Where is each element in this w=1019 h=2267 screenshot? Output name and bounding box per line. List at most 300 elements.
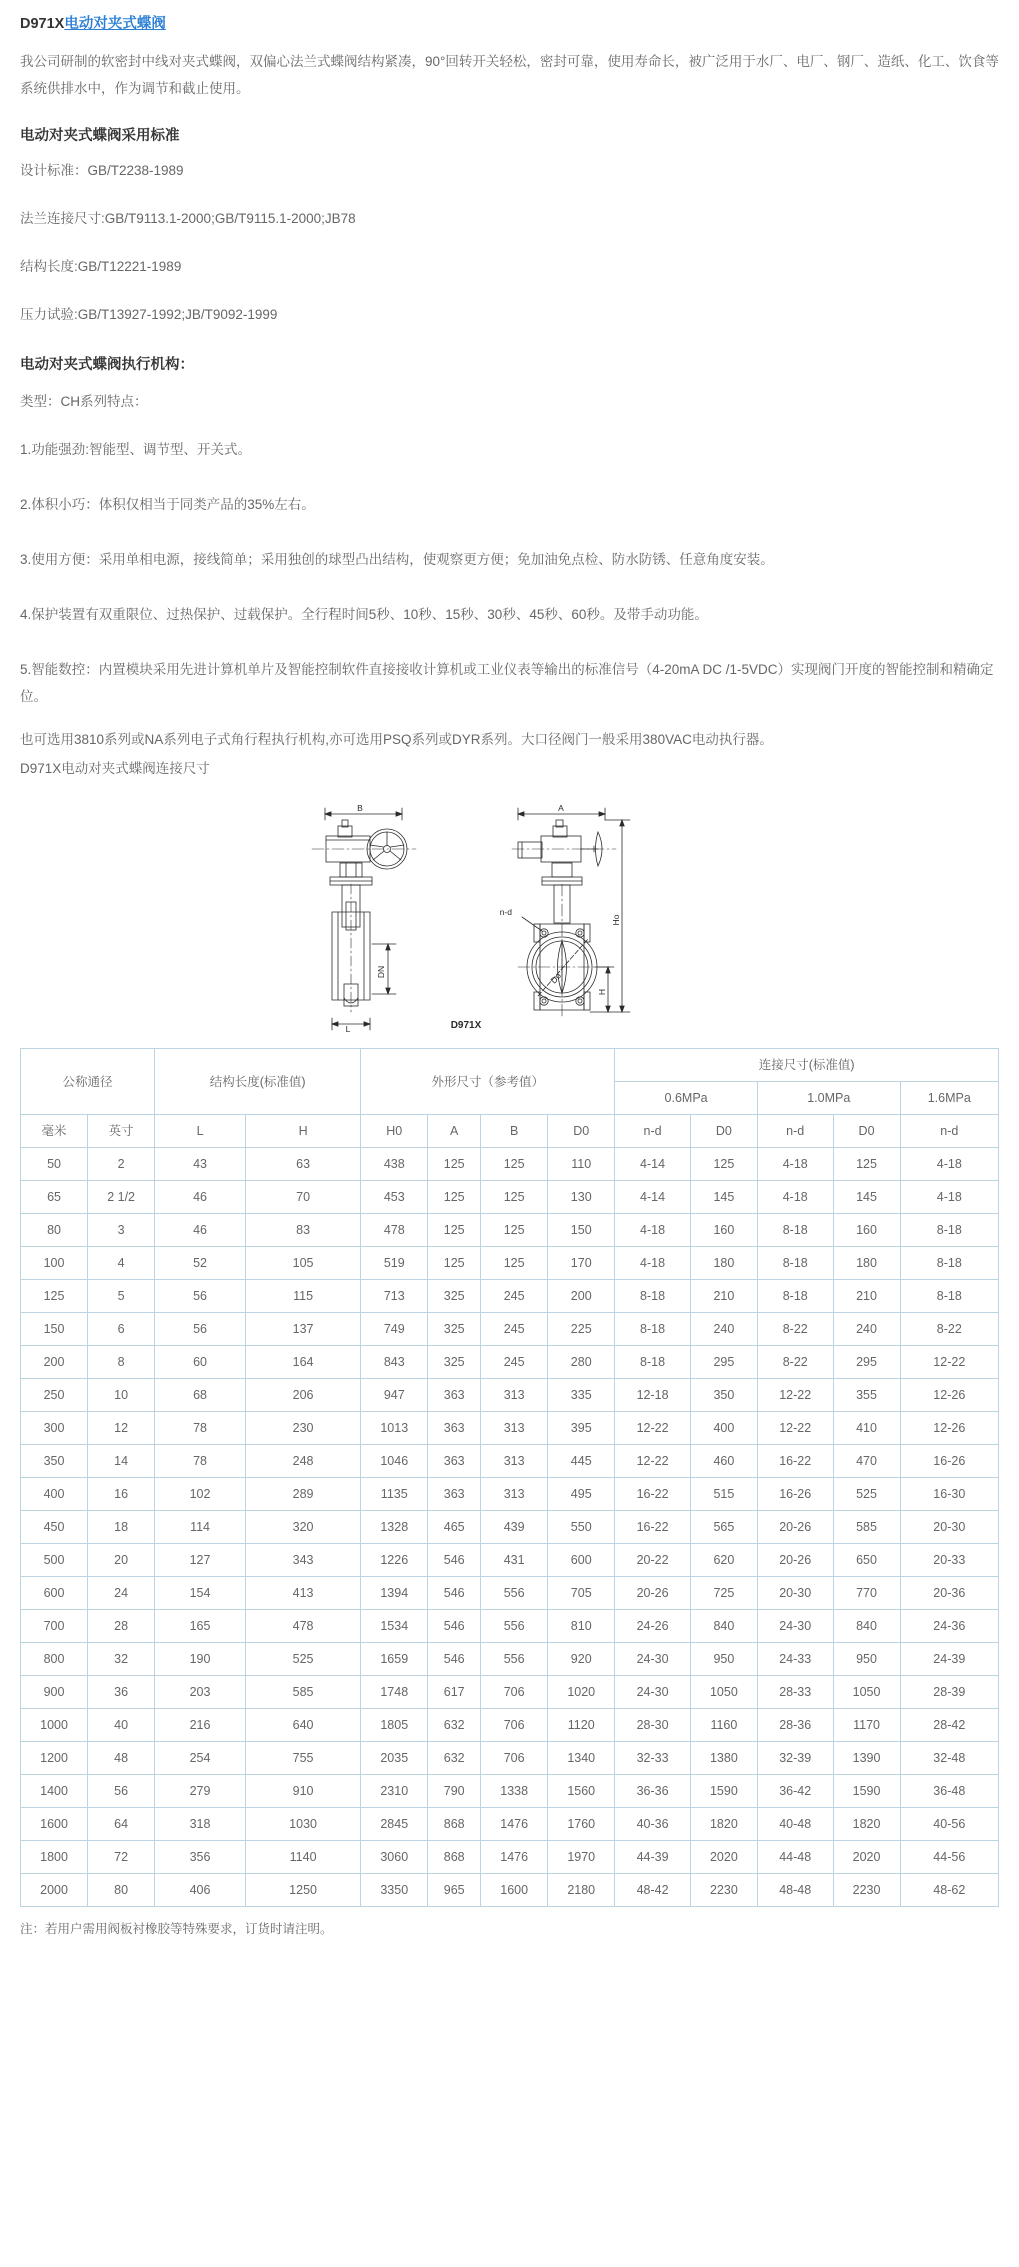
table-cell: 200 — [21, 1346, 88, 1379]
table-cell: 713 — [361, 1280, 428, 1313]
table-cell: 1748 — [361, 1676, 428, 1709]
figure-caption: D971X电动对夹式蝶阀连接尺寸 — [20, 761, 210, 777]
actuator-feature-3: 3.使用方便：采用单相电源，接线简单；采用独创的球型凸出结构，使观察更方便；免加油免点检、防水防锈、任意角度安装。 — [20, 552, 774, 568]
table-cell: 8-18 — [900, 1214, 998, 1247]
table-cell: 12-22 — [900, 1346, 998, 1379]
table-cell: 1000 — [21, 1709, 88, 1742]
table-cell: 2 1/2 — [88, 1181, 155, 1214]
table-cell: 12-26 — [900, 1379, 998, 1412]
table-cell: 43 — [155, 1148, 246, 1181]
table-cell: 617 — [428, 1676, 481, 1709]
table-cell: 24-30 — [615, 1643, 691, 1676]
table-cell: 180 — [833, 1247, 900, 1280]
table-cell: 14 — [88, 1445, 155, 1478]
table-cell: 46 — [155, 1181, 246, 1214]
table-header-row-1 — [21, 1049, 999, 1082]
table-cell: 325 — [428, 1346, 481, 1379]
table-cell: 20-33 — [900, 1544, 998, 1577]
table-cell: 453 — [361, 1181, 428, 1214]
table-cell: 40 — [88, 1709, 155, 1742]
table-cell: 1590 — [833, 1775, 900, 1808]
table-cell: 40-36 — [615, 1808, 691, 1841]
table-cell: 950 — [833, 1643, 900, 1676]
table-cell: 125 — [428, 1148, 481, 1181]
table-cell: 725 — [690, 1577, 757, 1610]
table-cell: 102 — [155, 1478, 246, 1511]
svg-text:Do: Do — [547, 970, 563, 986]
table-row — [21, 1742, 999, 1775]
table-cell: 56 — [155, 1313, 246, 1346]
svg-text:L: L — [345, 1024, 350, 1035]
standard-design: 设计标准：GB/T2238-1989 — [20, 163, 184, 179]
table-cell: 80 — [21, 1214, 88, 1247]
table-cell: 1805 — [361, 1709, 428, 1742]
table-cell: 125 — [428, 1181, 481, 1214]
table-cell: 170 — [548, 1247, 615, 1280]
table-cell: 36-36 — [615, 1775, 691, 1808]
standard-length: 结构长度:GB/T12221-1989 — [20, 259, 182, 275]
table-cell: 515 — [690, 1478, 757, 1511]
table-row — [21, 1577, 999, 1610]
table-cell: 1659 — [361, 1643, 428, 1676]
table-cell: 44-48 — [757, 1841, 833, 1874]
table-cell: 8-18 — [615, 1280, 691, 1313]
table-cell: 44-56 — [900, 1841, 998, 1874]
table-cell: 3 — [88, 1214, 155, 1247]
header-D0-16: D0 — [833, 1115, 900, 1148]
table-cell: 5 — [88, 1280, 155, 1313]
header-outer-dimensions: 外形尺寸（参考值） — [361, 1049, 615, 1115]
table-cell: 16-22 — [615, 1478, 691, 1511]
table-cell: 1046 — [361, 1445, 428, 1478]
table-cell: 546 — [428, 1544, 481, 1577]
table-cell: 295 — [833, 1346, 900, 1379]
table-cell: 16-26 — [900, 1445, 998, 1478]
table-cell: 1250 — [245, 1874, 360, 1907]
table-cell: 12-26 — [900, 1412, 998, 1445]
table-cell: 4 — [88, 1247, 155, 1280]
table-cell: 28 — [88, 1610, 155, 1643]
table-cell: 16 — [88, 1478, 155, 1511]
table-cell: 1970 — [548, 1841, 615, 1874]
table-row — [21, 1379, 999, 1412]
table-cell: 343 — [245, 1544, 360, 1577]
table-cell: 1476 — [481, 1808, 548, 1841]
table-cell: 64 — [88, 1808, 155, 1841]
table-row — [21, 1709, 999, 1742]
table-cell: 1534 — [361, 1610, 428, 1643]
table-cell: 2845 — [361, 1808, 428, 1841]
table-cell: 8-22 — [900, 1313, 998, 1346]
table-cell: 8-18 — [757, 1214, 833, 1247]
table-cell: 600 — [548, 1544, 615, 1577]
table-header-row-3 — [21, 1115, 999, 1148]
table-cell: 250 — [21, 1379, 88, 1412]
table-cell: 280 — [548, 1346, 615, 1379]
table-cell: 32-39 — [757, 1742, 833, 1775]
table-cell: 439 — [481, 1511, 548, 1544]
table-cell: 325 — [428, 1313, 481, 1346]
table-cell: 840 — [690, 1610, 757, 1643]
table-cell: 478 — [245, 1610, 360, 1643]
standard-flange: 法兰连接尺寸:GB/T9113.1-2000;GB/T9115.1-2000;JB78 — [20, 211, 356, 227]
table-cell: 438 — [361, 1148, 428, 1181]
actuator-feature-1: 1.功能强劲:智能型、调节型、开关式。 — [20, 442, 252, 458]
table-cell: 1226 — [361, 1544, 428, 1577]
table-row — [21, 1247, 999, 1280]
table-row — [21, 1181, 999, 1214]
table-cell: 48-42 — [615, 1874, 691, 1907]
svg-text:H: H — [596, 989, 607, 996]
table-cell: 1030 — [245, 1808, 360, 1841]
table-cell: 8 — [88, 1346, 155, 1379]
table-cell: 63 — [245, 1148, 360, 1181]
product-link[interactable]: 电动对夹式蝶阀 — [64, 16, 166, 32]
table-cell: 36-42 — [757, 1775, 833, 1808]
table-row — [21, 1478, 999, 1511]
actuator-feature-4: 4.保护装置有双重限位、过热保护、过载保护。全行程时间5秒、10秒、15秒、30秒、45秒、60秒。及带手动功能。 — [20, 607, 708, 623]
table-cell: 546 — [428, 1610, 481, 1643]
table-cell: 4-14 — [615, 1181, 691, 1214]
table-cell: 125 — [428, 1247, 481, 1280]
table-cell: 640 — [245, 1709, 360, 1742]
table-cell: 245 — [481, 1280, 548, 1313]
table-cell: 78 — [155, 1445, 246, 1478]
svg-text:DN: DN — [375, 966, 386, 979]
table-cell: 70 — [245, 1181, 360, 1214]
table-cell: 230 — [245, 1412, 360, 1445]
table-cell: 190 — [155, 1643, 246, 1676]
table-cell: 585 — [833, 1511, 900, 1544]
table-cell: 12-22 — [757, 1379, 833, 1412]
table-cell: 36-48 — [900, 1775, 998, 1808]
table-cell: 203 — [155, 1676, 246, 1709]
table-cell: 240 — [690, 1313, 757, 1346]
table-cell: 8-18 — [900, 1280, 998, 1313]
table-row — [21, 1148, 999, 1181]
table-cell: 245 — [481, 1313, 548, 1346]
table-cell: 395 — [548, 1412, 615, 1445]
table-cell: 130 — [548, 1181, 615, 1214]
table-cell: 125 — [690, 1148, 757, 1181]
intro-paragraph: 我公司研制的软密封中线对夹式蝶阀，双偏心法兰式蝶阀结构紧凑，90°回转开关轻松，密封可靠，使用寿命长，被广泛用于水厂、电厂、钢厂、造纸、化工、饮食等系统供排水中，作为调节和截止使用。 — [20, 54, 999, 97]
actuator-type-line: 类型：CH系列特点： — [20, 394, 148, 410]
table-cell: 115 — [245, 1280, 360, 1313]
table-row — [21, 1280, 999, 1313]
table-cell: 145 — [833, 1181, 900, 1214]
table-cell: 125 — [481, 1181, 548, 1214]
table-cell: 650 — [833, 1544, 900, 1577]
table-cell: 1013 — [361, 1412, 428, 1445]
table-cell: 12-22 — [615, 1412, 691, 1445]
table-cell: 24-39 — [900, 1643, 998, 1676]
table-cell: 2020 — [833, 1841, 900, 1874]
table-cell: 125 — [481, 1214, 548, 1247]
table-row — [21, 1643, 999, 1676]
table-cell: 706 — [481, 1742, 548, 1775]
table-cell: 4-18 — [615, 1247, 691, 1280]
table-cell: 600 — [21, 1577, 88, 1610]
table-cell: 335 — [548, 1379, 615, 1412]
header-inch: 英寸 — [88, 1115, 155, 1148]
table-cell: 16-26 — [757, 1478, 833, 1511]
table-row — [21, 1445, 999, 1478]
table-cell: 525 — [833, 1478, 900, 1511]
table-row — [21, 1874, 999, 1907]
svg-text:B: B — [356, 803, 363, 814]
table-body — [21, 1148, 999, 1907]
header-connection-dimensions: 连接尺寸(标准值) — [615, 1049, 999, 1082]
table-cell: 110 — [548, 1148, 615, 1181]
table-row — [21, 1808, 999, 1841]
table-cell: 24 — [88, 1577, 155, 1610]
table-cell: 4-18 — [757, 1181, 833, 1214]
table-cell: 1820 — [833, 1808, 900, 1841]
table-cell: 1050 — [833, 1676, 900, 1709]
table-cell: 6 — [88, 1313, 155, 1346]
table-cell: 56 — [88, 1775, 155, 1808]
table-cell: 755 — [245, 1742, 360, 1775]
table-cell: 12 — [88, 1412, 155, 1445]
table-row — [21, 1775, 999, 1808]
table-cell: 1020 — [548, 1676, 615, 1709]
table-cell: 4-18 — [757, 1148, 833, 1181]
table-cell: 1390 — [833, 1742, 900, 1775]
table-cell: 632 — [428, 1742, 481, 1775]
table-cell: 164 — [245, 1346, 360, 1379]
header-H: H — [245, 1115, 360, 1148]
table-cell: 83 — [245, 1214, 360, 1247]
table-cell: 160 — [833, 1214, 900, 1247]
header-B: B — [481, 1115, 548, 1148]
table-cell: 2230 — [690, 1874, 757, 1907]
actuator-feature-5: 5.智能数控：内置模块采用先进计算机单片及智能控制软件直接接收计算机或工业仪表等输出的标准信号（4-20mA DC /1-5VDC）实现阀门开度的智能控制和精确定位。 — [20, 662, 994, 705]
table-cell: 556 — [481, 1643, 548, 1676]
table-row — [21, 1544, 999, 1577]
table-cell: 546 — [428, 1643, 481, 1676]
table-cell: 248 — [245, 1445, 360, 1478]
table-cell: 20-36 — [900, 1577, 998, 1610]
table-cell: 2035 — [361, 1742, 428, 1775]
table-cell: 160 — [690, 1214, 757, 1247]
table-cell: 706 — [481, 1709, 548, 1742]
table-cell: 406 — [155, 1874, 246, 1907]
table-cell: 519 — [361, 1247, 428, 1280]
svg-text:A: A — [557, 803, 564, 814]
standards-heading: 电动对夹式蝶阀采用标准 — [20, 128, 180, 145]
table-cell: 4-18 — [900, 1148, 998, 1181]
table-cell: 350 — [21, 1445, 88, 1478]
table-row — [21, 1841, 999, 1874]
table-footnote: 注：若用户需用阀板衬橡胶等特殊要求，订货时请注明。 — [20, 1922, 333, 1937]
page-title — [20, 14, 999, 34]
table-cell: 12-22 — [615, 1445, 691, 1478]
table-cell: 525 — [245, 1643, 360, 1676]
table-cell: 20-30 — [757, 1577, 833, 1610]
table-cell: 556 — [481, 1577, 548, 1610]
table-cell: 114 — [155, 1511, 246, 1544]
table-cell: 24-30 — [615, 1676, 691, 1709]
table-cell: 125 — [21, 1280, 88, 1313]
table-cell: 180 — [690, 1247, 757, 1280]
table-cell: 20-26 — [615, 1577, 691, 1610]
table-cell: 210 — [833, 1280, 900, 1313]
table-cell: 40-56 — [900, 1808, 998, 1841]
table-cell: 78 — [155, 1412, 246, 1445]
table-cell: 431 — [481, 1544, 548, 1577]
table-cell: 4-14 — [615, 1148, 691, 1181]
table-cell: 2180 — [548, 1874, 615, 1907]
table-cell: 920 — [548, 1643, 615, 1676]
table-cell: 8-22 — [757, 1313, 833, 1346]
table-cell: 12-22 — [757, 1412, 833, 1445]
valve-dimension-drawing — [20, 784, 999, 1034]
table-cell: 150 — [21, 1313, 88, 1346]
actuator-heading: 电动对夹式蝶阀执行机构： — [20, 357, 194, 374]
table-cell: 2000 — [21, 1874, 88, 1907]
table-cell: 500 — [21, 1544, 88, 1577]
table-row — [21, 1676, 999, 1709]
table-cell: 2 — [88, 1148, 155, 1181]
table-cell: 1394 — [361, 1577, 428, 1610]
table-cell: 1476 — [481, 1841, 548, 1874]
table-cell: 1400 — [21, 1775, 88, 1808]
header-nd-06: n-d — [615, 1115, 691, 1148]
table-cell: 620 — [690, 1544, 757, 1577]
table-cell: 20-26 — [757, 1544, 833, 1577]
table-cell: 206 — [245, 1379, 360, 1412]
svg-text:n-d: n-d — [499, 907, 512, 918]
header-D0-10: D0 — [690, 1115, 757, 1148]
actuator-feature-2: 2.体积小巧：体积仅相当于同类产品的35%左右。 — [20, 497, 315, 513]
table-cell: 245 — [481, 1346, 548, 1379]
table-cell: 363 — [428, 1379, 481, 1412]
table-cell: 12-18 — [615, 1379, 691, 1412]
table-cell: 8-22 — [757, 1346, 833, 1379]
table-cell: 1338 — [481, 1775, 548, 1808]
table-cell: 72 — [88, 1841, 155, 1874]
table-cell: 137 — [245, 1313, 360, 1346]
table-cell: 254 — [155, 1742, 246, 1775]
table-cell: 363 — [428, 1445, 481, 1478]
model-code: D971X — [20, 16, 65, 32]
table-cell: 749 — [361, 1313, 428, 1346]
header-pressure-16: 1.6MPa — [900, 1082, 998, 1115]
header-L: L — [155, 1115, 246, 1148]
table-cell: 868 — [428, 1841, 481, 1874]
table-cell: 24-36 — [900, 1610, 998, 1643]
table-cell: 400 — [21, 1478, 88, 1511]
table-cell: 1200 — [21, 1742, 88, 1775]
table-cell: 32-48 — [900, 1742, 998, 1775]
header-pressure-10: 1.0MPa — [757, 1082, 900, 1115]
table-row — [21, 1346, 999, 1379]
svg-text:Ho: Ho — [610, 914, 621, 926]
table-cell: 350 — [690, 1379, 757, 1412]
table-cell: 313 — [481, 1445, 548, 1478]
table-cell: 24-33 — [757, 1643, 833, 1676]
table-cell: 56 — [155, 1280, 246, 1313]
table-cell: 279 — [155, 1775, 246, 1808]
table-cell: 565 — [690, 1511, 757, 1544]
table-cell: 1760 — [548, 1808, 615, 1841]
table-row — [21, 1610, 999, 1643]
table-cell: 900 — [21, 1676, 88, 1709]
table-cell: 1560 — [548, 1775, 615, 1808]
table-cell: 410 — [833, 1412, 900, 1445]
table-cell: 450 — [21, 1511, 88, 1544]
table-cell: 4-18 — [900, 1181, 998, 1214]
table-cell: 1120 — [548, 1709, 615, 1742]
table-cell: 356 — [155, 1841, 246, 1874]
table-cell: 1820 — [690, 1808, 757, 1841]
table-cell: 843 — [361, 1346, 428, 1379]
table-cell: 2310 — [361, 1775, 428, 1808]
header-H0: H0 — [361, 1115, 428, 1148]
table-cell: 8-18 — [615, 1346, 691, 1379]
table-cell: 210 — [690, 1280, 757, 1313]
table-cell: 48 — [88, 1742, 155, 1775]
table-cell: 585 — [245, 1676, 360, 1709]
table-cell: 105 — [245, 1247, 360, 1280]
table-cell: 363 — [428, 1412, 481, 1445]
header-structure-length: 结构长度(标准值) — [155, 1049, 361, 1115]
table-cell: 1600 — [481, 1874, 548, 1907]
table-cell: 50 — [21, 1148, 88, 1181]
table-cell: 28-33 — [757, 1676, 833, 1709]
table-cell: 1050 — [690, 1676, 757, 1709]
table-cell: 36 — [88, 1676, 155, 1709]
table-cell: 3350 — [361, 1874, 428, 1907]
header-nd-10: n-d — [757, 1115, 833, 1148]
table-cell: 18 — [88, 1511, 155, 1544]
table-cell: 2020 — [690, 1841, 757, 1874]
table-cell: 125 — [833, 1148, 900, 1181]
table-cell: 8-18 — [757, 1280, 833, 1313]
table-cell: 240 — [833, 1313, 900, 1346]
table-cell: 318 — [155, 1808, 246, 1841]
table-cell: 216 — [155, 1709, 246, 1742]
table-cell: 556 — [481, 1610, 548, 1643]
table-cell: 3060 — [361, 1841, 428, 1874]
table-cell: 1170 — [833, 1709, 900, 1742]
svg-text:D971X: D971X — [450, 1020, 481, 1032]
table-cell: 313 — [481, 1478, 548, 1511]
table-cell: 546 — [428, 1577, 481, 1610]
table-cell: 28-36 — [757, 1709, 833, 1742]
table-cell: 200 — [548, 1280, 615, 1313]
table-cell: 965 — [428, 1874, 481, 1907]
table-cell: 24-30 — [757, 1610, 833, 1643]
table-cell: 20-26 — [757, 1511, 833, 1544]
table-cell: 32-33 — [615, 1742, 691, 1775]
table-cell: 910 — [245, 1775, 360, 1808]
actuator-note: 也可选用3810系列或NA系列电子式角行程执行机构,亦可选用PSQ系列或DYR系列。大口径阀门一般采用380VAC电动执行器。 — [20, 732, 773, 748]
table-cell: 810 — [548, 1610, 615, 1643]
table-cell: 400 — [690, 1412, 757, 1445]
table-cell: 20-30 — [900, 1511, 998, 1544]
table-cell: 495 — [548, 1478, 615, 1511]
table-cell: 550 — [548, 1511, 615, 1544]
header-A: A — [428, 1115, 481, 1148]
table-cell: 20 — [88, 1544, 155, 1577]
table-cell: 313 — [481, 1379, 548, 1412]
table-cell: 8-18 — [900, 1247, 998, 1280]
table-cell: 46 — [155, 1214, 246, 1247]
table-row — [21, 1214, 999, 1247]
table-cell: 325 — [428, 1280, 481, 1313]
table-cell: 225 — [548, 1313, 615, 1346]
